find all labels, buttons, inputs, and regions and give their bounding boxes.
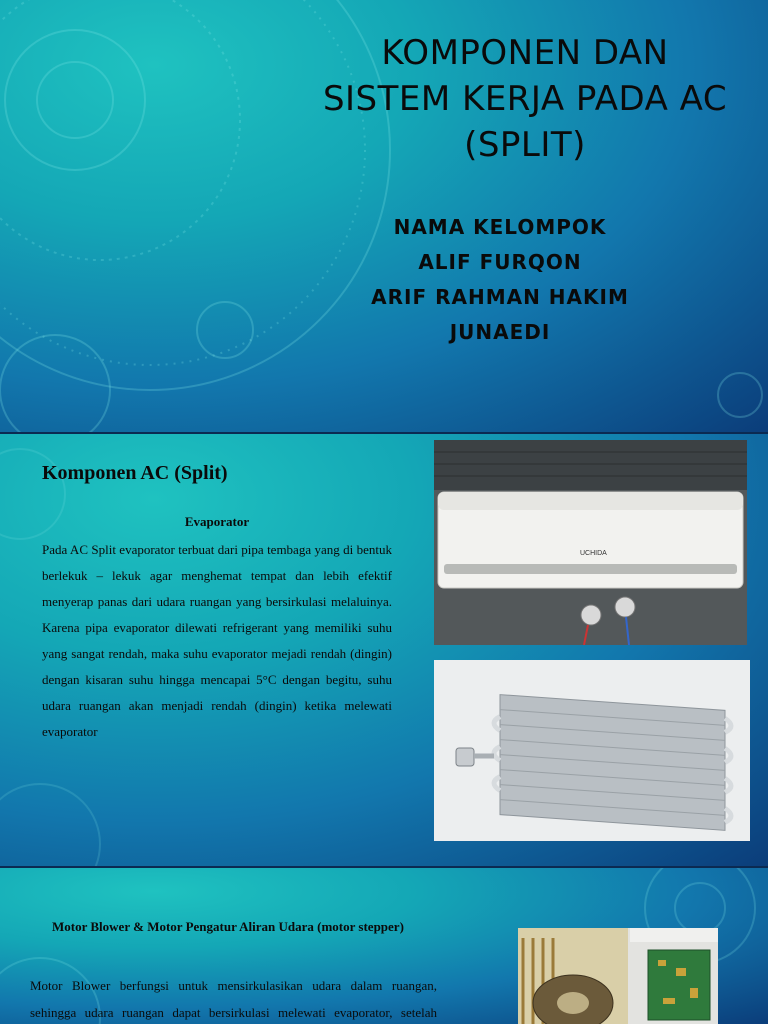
presentation-title	[290, 30, 760, 168]
component-description: Motor Blower berfungsi untuk mensirkulasikan udara dalam ruangan, sehingga udara ruangan dapat bersirkulasi melewati evaporator, setelah	[30, 978, 437, 1020]
member-name: JUNAEDI	[449, 320, 551, 344]
evaporator-slide	[0, 434, 768, 866]
split-ac-photo	[434, 440, 747, 645]
evaporator-coil-photo	[434, 660, 750, 841]
title-line-2: SISTEM KERJA PADA AC	[322, 79, 728, 119]
section-heading: Komponen AC (Split)	[42, 462, 228, 484]
blower-slide	[0, 868, 768, 1024]
member-name: ALIF FURQON	[418, 250, 582, 274]
blower-motor-photo	[518, 928, 718, 1024]
group-members	[300, 210, 700, 350]
component-title: Evaporator	[184, 514, 250, 529]
member-name: ARIF RAHMAN HAKIM	[371, 285, 629, 309]
component-description: Pada AC Split evaporator terbuat dari pipa tembaga yang di bentuk berlekuk – lekuk agar menghemat tempat dan lebih efektif menyerap panas dari udara ruangan yang bersirkulasi melaluinya. Karena pipa evaporator dilewati refrigerant yang memiliki suhu yang sangat rendah, maka suhu evaporator mejadi rendah (dingin) dengan kisaran suhu hingga mencapai 5°C dengan begitu, suhu udara ruangan akan menjadi rendah (dingin) ketika melewati evaporator	[42, 542, 392, 739]
title-line-3: (SPLIT)	[464, 125, 586, 165]
title-line-1: KOMPONEN DAN	[381, 33, 669, 73]
title-slide	[0, 0, 768, 432]
ac-brand-label: UCHIDA	[580, 550, 607, 557]
group-label: NAMA KELOMPOK	[393, 215, 607, 239]
component-title: Motor Blower & Motor Pengatur Aliran Udara (motor stepper)	[52, 919, 404, 934]
